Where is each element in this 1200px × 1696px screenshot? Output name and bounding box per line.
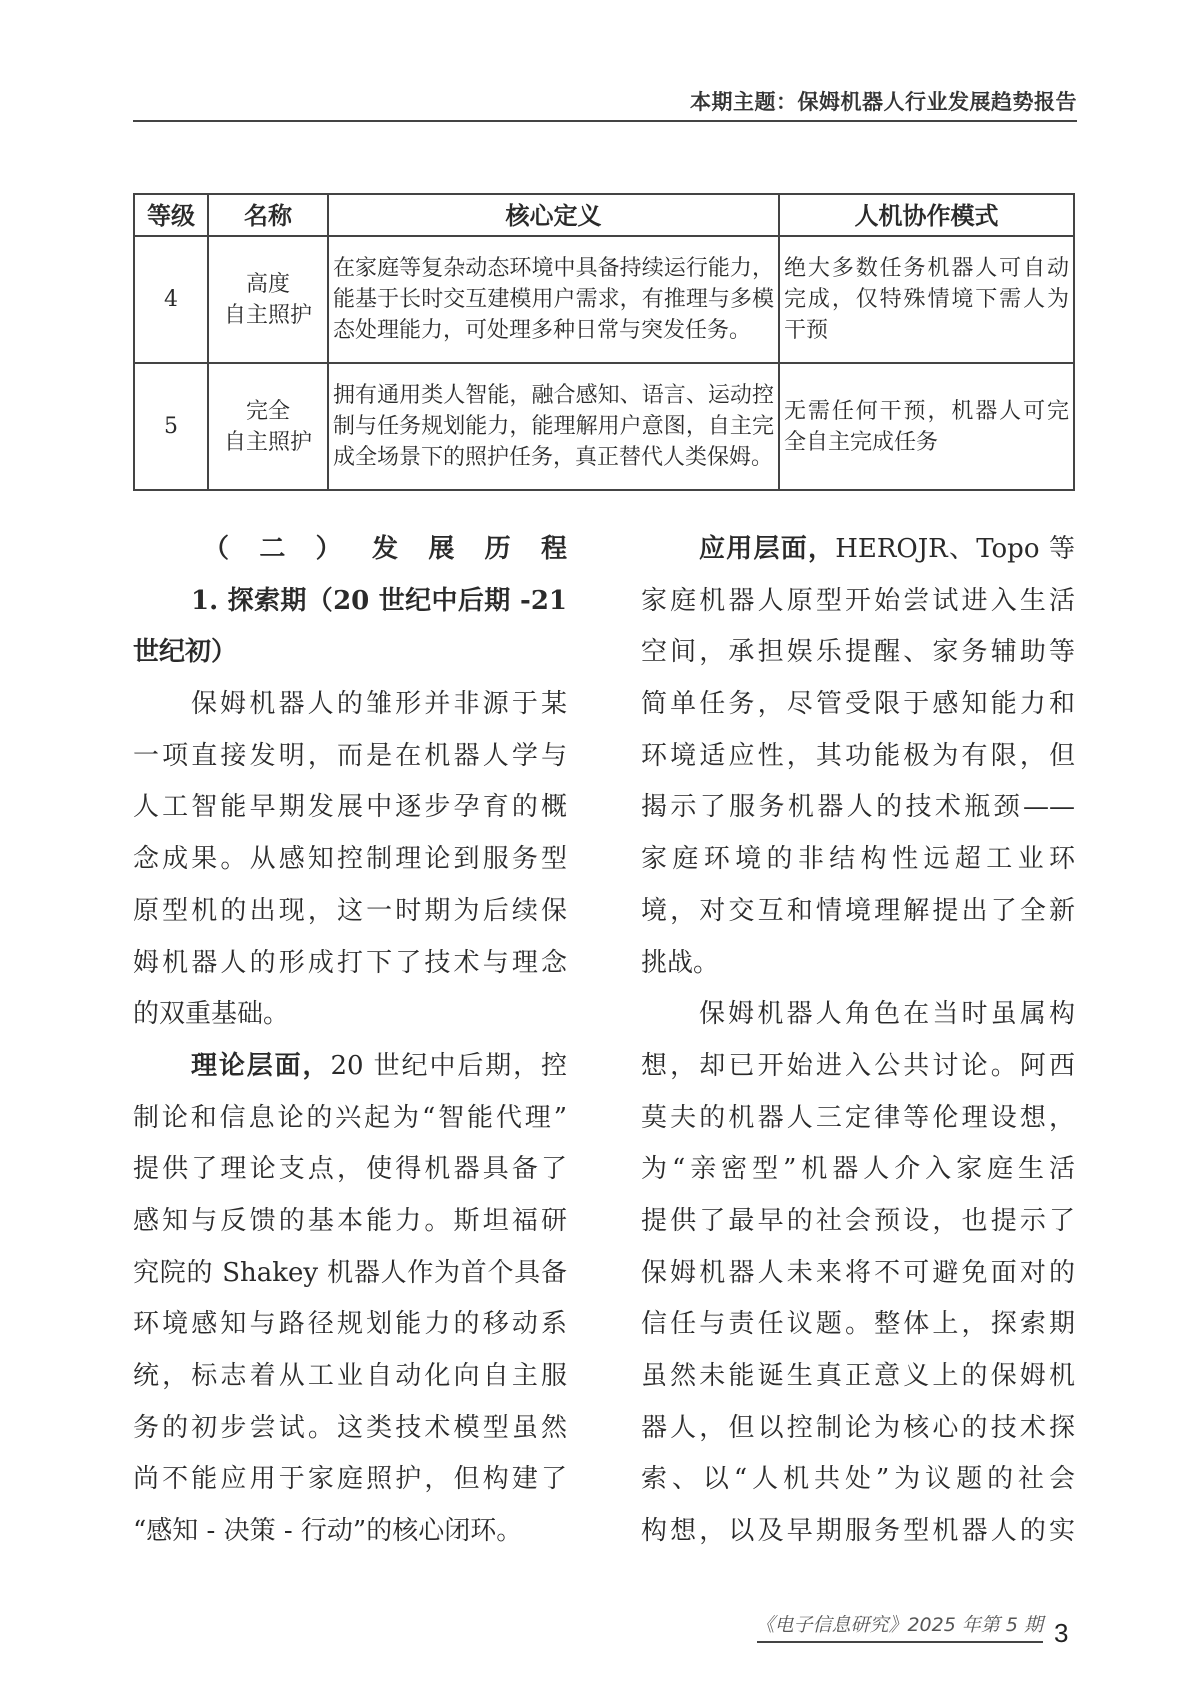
text-line [641, 627, 1075, 679]
line-text: 感知与反馈的基本能力。斯坦福研 [133, 1205, 567, 1236]
text-line [641, 576, 1075, 628]
line-text: 索、以“人机共处”为议题的社会 [641, 1464, 1075, 1495]
text-line [133, 1041, 567, 1093]
line-text: 世纪初） [133, 637, 238, 668]
text-line [641, 989, 1075, 1041]
line-text: 制论和信息论的兴起为“智能代理” [133, 1102, 567, 1133]
text-line [133, 1299, 567, 1351]
autonomy-level-table [133, 193, 1075, 491]
text-line [133, 731, 567, 783]
line-text: 统，标志着从工业自动化向自主服 [133, 1361, 567, 1391]
table-header-cell: 名称 [208, 194, 328, 236]
text-line [133, 782, 567, 834]
name-cell [208, 236, 328, 363]
text-line [641, 1506, 1075, 1558]
line-text: “感知 - 决策 - 行动”的核心闭环。 [133, 1516, 523, 1547]
right-text-column [641, 524, 1075, 1558]
text-line [133, 576, 567, 628]
definition-cell: 在家庭等复杂动态环境中具备持续运行能力，能基于长时交互建模用户需求，有推理与多模态处理能力，可处理多种日常与突发任务。 [328, 236, 779, 363]
level-cell: 5 [134, 363, 208, 490]
line-text: 信任与责任议题。整体上，探索期 [641, 1309, 1075, 1340]
table-row [134, 363, 1074, 490]
line-text: 为“亲密型”机器人介入家庭生活 [641, 1154, 1075, 1185]
text-line [641, 1299, 1075, 1351]
text-line [641, 1454, 1075, 1506]
text-line [641, 731, 1075, 783]
mode-cell: 无需任何干预，机器人可完全自主完成任务 [779, 363, 1074, 490]
footer-underline [757, 1641, 1043, 1643]
line-text: 姆机器人的形成打下了技术与理念 [133, 947, 567, 978]
line-text: 境，对交互和情境理解提出了全新 [641, 895, 1075, 926]
text-line [133, 938, 567, 990]
text-line [133, 886, 567, 938]
text-line [641, 679, 1075, 731]
text-line [133, 1093, 567, 1145]
line-text: 保姆机器人的雏形并非源于某 [191, 689, 567, 720]
name-line: 自主照护 [223, 302, 312, 328]
text-line [133, 1196, 567, 1248]
text-line [133, 1454, 567, 1506]
run-in-heading: 应用层面， [699, 534, 836, 564]
text-line [641, 1093, 1075, 1145]
table-header-cell: 核心定义 [328, 194, 779, 236]
line-text: 虽然未能诞生真正意义上的保姆机 [641, 1361, 1075, 1391]
line-text: 念成果。从感知控制理论到服务型 [133, 844, 567, 875]
text-line [133, 1351, 567, 1403]
line-text: HEROJR、Topo 等 [835, 534, 1075, 564]
line-text: 原型机的出现，这一时期为后续保 [133, 895, 567, 926]
line-text: 提供了最早的社会预设，也提示了 [641, 1205, 1075, 1236]
text-line [133, 1403, 567, 1455]
text-line [133, 627, 567, 679]
text-line [641, 1196, 1075, 1248]
line-text: 的双重基础。 [133, 999, 290, 1030]
line-text: 揭示了服务机器人的技术瓶颈—— [641, 792, 1075, 823]
line-text: 尚不能应用于家庭照护，但构建了 [133, 1464, 567, 1495]
line-text: 人工智能早期发展中逐步孕育的概 [133, 792, 567, 823]
mode-cell: 绝大多数任务机器人可自动完成，仅特殊情境下需人为干预 [779, 236, 1074, 363]
line-text: 保姆机器人未来将不可避免面对的 [641, 1257, 1075, 1288]
text-line [641, 1351, 1075, 1403]
text-line [641, 782, 1075, 834]
line-text: 环境感知与路径规划能力的移动系 [133, 1309, 567, 1340]
line-text: 家庭机器人原型开始尝试进入生活 [641, 585, 1075, 616]
definition-cell: 拥有通用类人智能，融合感知、语言、运动控制与任务规划能力，能理解用户意图，自主完成全场景下的照护任务，真正替代人类保姆。 [328, 363, 779, 490]
table-row [134, 236, 1074, 363]
line-text: 空间，承担娱乐提醒、家务辅助等 [641, 637, 1075, 668]
line-text: 简单任务，尽管受限于感知能力和 [641, 689, 1075, 720]
text-line [133, 1248, 567, 1300]
header-divider [133, 120, 1077, 122]
left-text-column [133, 524, 567, 1558]
line-text: 环境适应性，其功能极为有限，但 [641, 740, 1075, 771]
line-text: 挑战。 [641, 947, 720, 978]
line-text: 1. 探索期（20 世纪中后期 -21 [191, 585, 567, 616]
text-line [133, 1506, 567, 1558]
text-line [133, 834, 567, 886]
journal-footer: 《电子信息研究》2025 年第 5 期 [755, 1614, 1043, 1636]
table-header-cell: 等级 [134, 194, 208, 236]
line-text: 20 世纪中后期，控 [330, 1050, 567, 1081]
line-text: 究院的 Shakey 机器人作为首个具备 [133, 1257, 567, 1288]
name-line: 完全 [245, 398, 290, 424]
text-line [641, 1144, 1075, 1196]
name-line: 高度 [245, 271, 290, 297]
page-number: 3 [1054, 1618, 1069, 1648]
line-text: 器人，但以控制论为核心的技术探 [641, 1412, 1075, 1443]
text-line [641, 938, 1075, 990]
line-text: 提供了理论支点，使得机器具备了 [133, 1154, 567, 1185]
text-line [641, 524, 1075, 576]
line-text: 一项直接发明，而是在机器人学与 [133, 740, 567, 771]
line-text: 务的初步尝试。这类技术模型虽然 [133, 1412, 567, 1443]
table-header-cell: 人机协作模式 [779, 194, 1074, 236]
line-text: （二）发展历程 [203, 534, 567, 564]
line-text: 构想，以及早期服务型机器人的实 [641, 1516, 1075, 1547]
text-line [641, 1041, 1075, 1093]
name-line: 自主照护 [223, 429, 312, 455]
line-text: 想，却已开始进入公共讨论。阿西 [641, 1050, 1075, 1081]
line-text: 家庭环境的非结构性远超工业环 [641, 844, 1075, 875]
text-line [641, 1248, 1075, 1300]
text-line [641, 886, 1075, 938]
line-text: 莫夫的机器人三定律等伦理设想， [641, 1102, 1075, 1133]
text-line [641, 1403, 1075, 1455]
run-in-heading: 理论层面， [191, 1050, 331, 1081]
text-line [133, 989, 567, 1041]
text-line [133, 524, 567, 576]
text-line [641, 834, 1075, 886]
line-text: 保姆机器人角色在当时虽属构 [699, 999, 1075, 1030]
text-line [133, 679, 567, 731]
running-header-title: 本期主题：保姆机器人行业发展趋势报告 [690, 90, 1077, 114]
text-line [133, 1144, 567, 1196]
name-cell [208, 363, 328, 490]
table-header-row [134, 194, 1074, 236]
level-cell: 4 [134, 236, 208, 363]
